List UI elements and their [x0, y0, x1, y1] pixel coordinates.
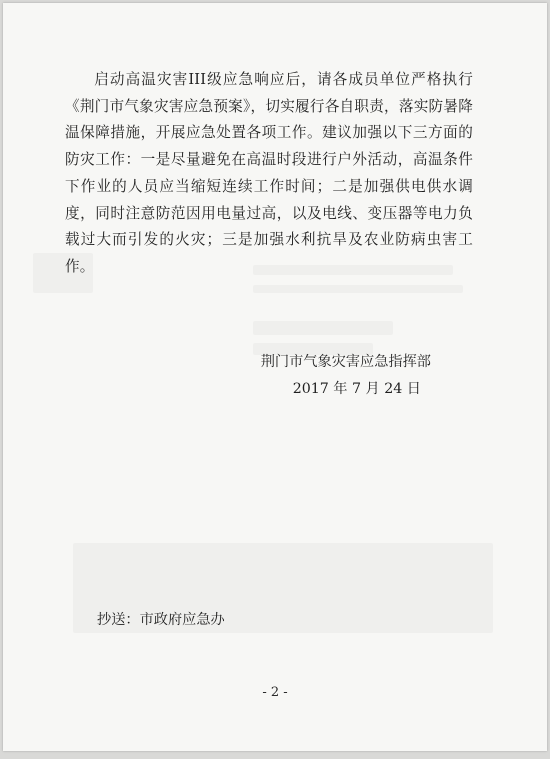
bleed-through-mark — [253, 321, 393, 335]
page-number: - 2 - — [262, 685, 288, 700]
notice-paragraph: 启动高温灾害III级应急响应后，请各成员单位严格执行《荆门市气象灾害应急预案》，切实履行各自职责，落实防暑降温保障措施，开展应急处置各项工作。建议加强以下三方面的防灾工作：一是尽量避免在高温时段进行户外活动，高温条件下作业的人员应当缩短连续工作时间；二是加强供电供水调度，同时注意防范因用电量过高，以及电线、变压器等电力负载过大而引发的火灾；三是加强水利抗旱及农业防病虫害工作。 — [65, 71, 473, 275]
bleed-through-mark — [253, 285, 463, 293]
cc-line: 抄送：市政府应急办 — [97, 612, 225, 628]
issuing-organization: 荆门市气象灾害应急指挥部 — [260, 354, 431, 370]
signature-block — [261, 349, 431, 403]
document-page — [3, 3, 547, 751]
issue-date: 2017 年 7 月 24 日 — [292, 381, 421, 397]
notice-body — [65, 67, 473, 281]
